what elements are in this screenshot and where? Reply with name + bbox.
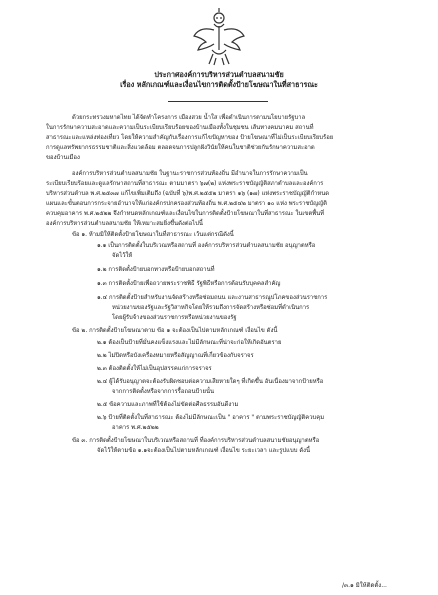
paragraph-line: ด้วยกระทรวงมหาดไทย ได้จัดทำโครงการ เมืองสวย น้ำใส เพื่อดำเนินการตามนโยบายรัฐบาล xyxy=(72,115,306,121)
paragraph-line: แผนและขั้นตอนการกระจายอำนาจให้แก่องค์กรปกครองส่วนท้องถิ่น พ.ศ.๒๕๔๒ มาตรา ๑๐ แห่ง พระราชบัญญัติ xyxy=(46,201,327,207)
paragraph-line: ของบ้านเมือง xyxy=(46,155,80,161)
clause-item: ๒.๓ ต้องติดตั้งให้ไม่เป็นอุปสรรคแก่การจราจร xyxy=(97,366,212,372)
clause-item: ๒.๕ ข้อความและภาพที่ใช้ต้องไม่ขัดต่อศีลธรรมอันดีงาม xyxy=(97,402,239,408)
paragraph-line: สาธารณะและแหล่งท่องเที่ยว โดยให้ความสำคัญกับเรื่องการแก้ไขปัญหาของ ป้ายโฆษณาที่ไม่เป็นระเบียบเรียบร้อย xyxy=(46,135,334,141)
clause-item-continued: จากการติดตั้งหรือจากการรื้อถอนป้ายนั้น xyxy=(112,389,215,395)
clause-item: ๒.๔ ผู้ได้รับอนุญาตจะต้องรับผิดชอบต่อความเสียหายใดๆ ที่เกิดขึ้น อันเนื่องมาจากป้ายหรือ xyxy=(97,379,324,385)
clause-item: ๒.๒ ไม่ปิดหรือบังเครื่องหมายหรือสัญญาณที่เกี่ยวข้องกับจราจร xyxy=(97,353,254,359)
garuda-emblem-icon xyxy=(192,8,246,66)
clause-item: ๒.๑ ต้องเป็นป้ายที่มั่นคงแข็งแรงและไม่มีลักษณะที่น่าจะก่อให้เกิดอันตราย xyxy=(97,340,282,346)
clause-heading: ข้อ ๑. ห้ามมิให้ติดตั้งป้ายโฆษณาในที่สาธารณะ เว้นแต่กรณีดังนี้ xyxy=(72,232,234,238)
paragraph-line: ระเบียบเรียบร้อยและดูแลรักษาสถานที่สาธารณะ ตามมาตรา ๖๗(๒) แห่งพระราชบัญญัติสภาตำบลและองค์การ xyxy=(46,181,324,187)
clause-item-continued: จัดไว้ให้ xyxy=(112,253,133,259)
clause-item: ๑.๑ เป็นการติดตั้งในบริเวณหรือสถานที่ องค์การบริหารส่วนตำบลสนามชัย อนุญาตหรือ xyxy=(97,243,316,249)
paragraph-line: ในการรักษาความสะอาดและความเป็นระเบียบเรียบร้อยของบ้านเมืองทั้งในชุมชน เส้นทางคมนาคม สถานที่ xyxy=(46,125,314,131)
title-divider xyxy=(168,101,268,102)
clause-item-continued: อาคาร พ.ศ.๒๕๒๒ xyxy=(112,425,159,431)
page-continuation: /๓.๑ มิให้ติดตั้ง... xyxy=(342,582,387,589)
clause-item: ๑.๒ การติดตั้งป้ายบอกทางหรือป้ายบอกสถานที่ xyxy=(97,267,215,273)
clause-item: ๒.๖ ป้ายที่ติดตั้งในที่สาธารณะ ต้องไม่มีลักษณะเป็น " อาคาร " ตามพระราชบัญญัติควบคุม xyxy=(97,415,325,421)
document-subject: เรื่อง หลักเกณฑ์และเงื่อนไขการติดตั้งป้ายโฆษณาในที่สาธารณะ xyxy=(120,80,318,89)
clause-heading: ข้อ ๒. การติดตั้งป้ายโฆษณาตาม ข้อ ๑ จะต้องเป็นไปตามหลักเกณฑ์ เงื่อนไข ดังนี้ xyxy=(72,328,278,334)
paragraph-line: ควบคุมอาคาร พ.ศ.๒๕๒๒ จึงกำหนดหลักเกณฑ์และเงื่อนไขในการติดตั้งป้ายโฆษณาในที่สาธารณะ ในเขตพื้นที่ xyxy=(46,211,325,217)
paragraph-line: การดูแลทรัพยากรธรรมชาติและสิ่งแวดล้อม ตลอดจนการปลูกฝังวินัยให้คนในชาติช่วยกันรักษาความสะอาด xyxy=(46,145,315,151)
clause-heading: ข้อ ๓. การติดตั้งป้ายโฆษณาในบริเวณหรือสถานที่ ที่องค์การบริหารส่วนตำบลสนามชัยอนุญาตหรือ xyxy=(72,438,320,444)
clause-item-continued: จัดไว้ให้ตามข้อ ๑.๑จะต้องเป็นไปตามหลักเกณฑ์ เงื่อนไข ระยะเวลา และรูปแบบ ดังนี้ xyxy=(97,448,311,454)
clause-item-continued: โดยผู้รับจ้างของส่วนราชการหรือหน่วยงานของรัฐ xyxy=(112,315,237,321)
clause-item-continued: หน่วยงานของรัฐและรัฐวิสาหกิจโดยให้รวมถึงการจัดสร้างหรือซ่อมที่ดำเนินการ xyxy=(112,305,310,311)
paragraph-line: บริหารส่วนตำบล พ.ศ.๒๕๓๗ แก้ไขเพิ่มเติมถึง (ฉบับที่ ๖)พ.ศ.๒๕๕๒ มาตรา ๑๖ (๑๗) แห่งพระราชบัญญัติกำหนด xyxy=(46,191,330,197)
document-title: ประกาศองค์การบริหารส่วนตำบลสนามชัย xyxy=(154,70,284,79)
clause-item: ๑.๔ การติดตั้งป้ายสำหรับงานจัดสร้างหรือซ่อมถนน และงานสาธารณูปโภคของส่วนราชการ xyxy=(97,295,328,301)
paragraph-line: องค์การบริหารส่วนตำบลสนามชัย ให้เหมาะสมยิ่งขึ้นดังต่อไปนี้ xyxy=(46,221,203,227)
clause-item: ๑.๓ การติดตั้งป้ายเพื่อถวายพระราชพิธี รัฐพิธีหรือการต้อนรับบุคคลสำคัญ xyxy=(97,281,281,287)
paragraph-line: องค์การบริหารส่วนตำบลสนามชัย ในฐานะราชการส่วนท้องถิ่น มีอำนาจในการรักษาความเป็น xyxy=(72,171,308,177)
